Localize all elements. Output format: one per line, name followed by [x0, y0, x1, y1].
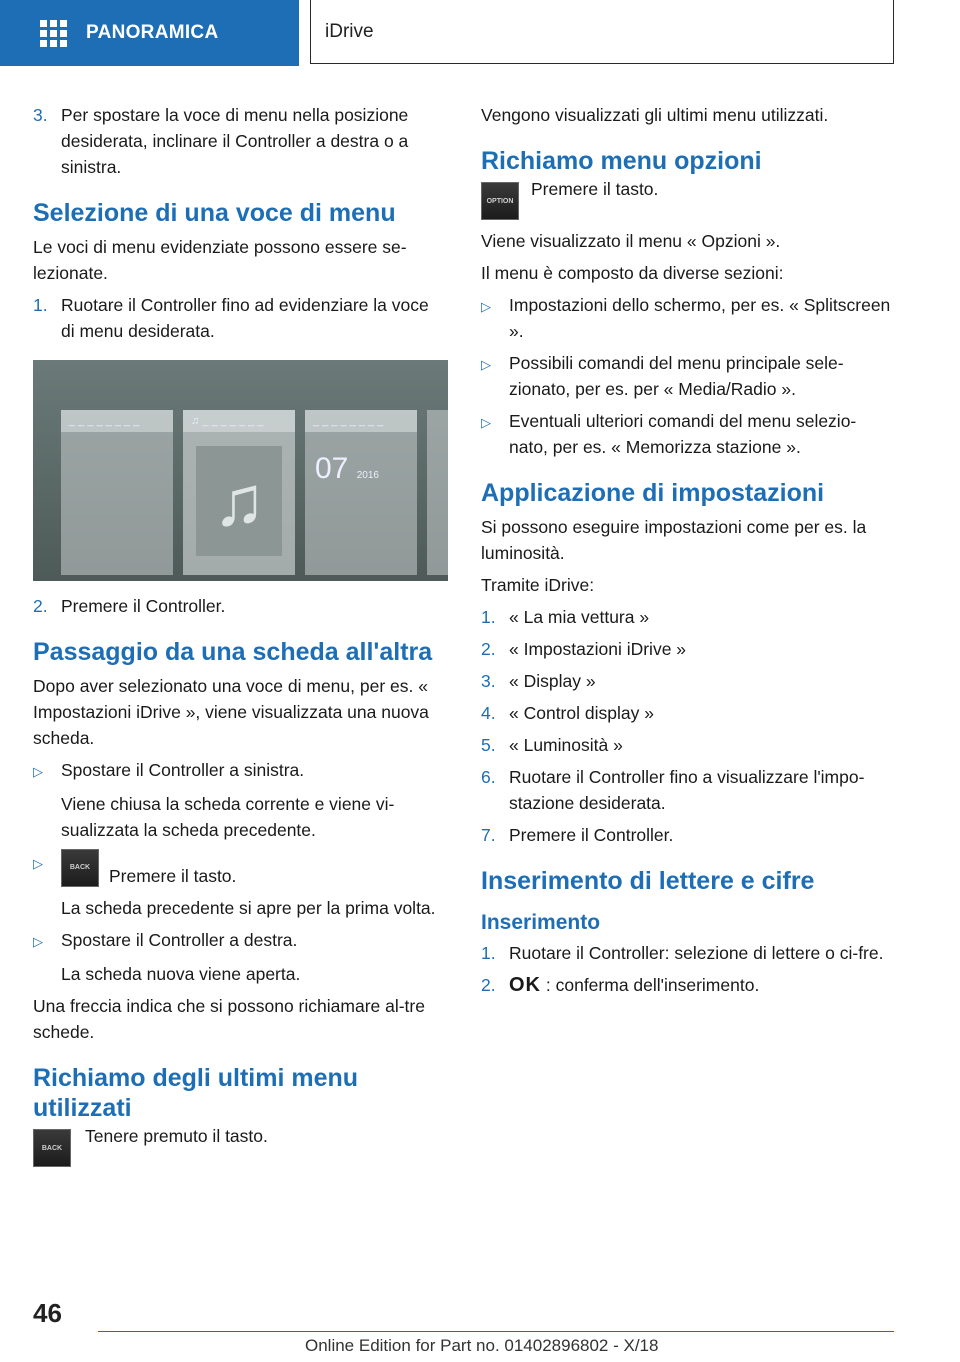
bullet-item	[33, 927, 445, 955]
step-text: « Luminosità »	[509, 735, 623, 755]
triangle-bullet-icon: ▷	[33, 764, 43, 779]
bullet-item	[33, 849, 445, 889]
calendar-date: 07 2016	[315, 452, 379, 485]
list-item	[33, 593, 445, 619]
paragraph: Si possono eseguire impostazioni come per es. la luminosità.	[481, 517, 867, 563]
step-text: : conferma dell'inserimento.	[545, 975, 760, 995]
step-number: 3.	[33, 105, 48, 125]
heading-tab-switch: Passaggio da una scheda all'altra	[33, 638, 433, 666]
bullet-text: Possibili comandi del menu principale sele-zionato, per es. per « Media/Radio ».	[509, 353, 844, 399]
step-number: 4.	[481, 703, 496, 723]
list-item	[481, 822, 893, 848]
step-text: « Display »	[509, 671, 596, 691]
right-column	[481, 102, 893, 1004]
step-text: Premere il Controller.	[509, 825, 674, 845]
bullet-text: Premere il tasto.	[109, 866, 237, 886]
step-number: 6.	[481, 767, 496, 787]
triangle-bullet-icon: ▷	[33, 934, 43, 949]
paragraph: Dopo aver selezionato una voce di menu, per es. « Impostazioni iDrive », viene visualizzata una nuova scheda.	[33, 676, 429, 748]
idrive-screenshot	[33, 360, 448, 581]
chapter-header	[310, 0, 894, 64]
step-number: 1.	[481, 607, 496, 627]
heading-recent-menus: Richiamo degli ultimi menu utilizzati	[33, 1064, 359, 1122]
step-text: « Impostazioni iDrive »	[509, 639, 687, 659]
key-instruction	[33, 1126, 445, 1167]
section-label: PANORAMICA	[86, 22, 219, 43]
step-text: Ruotare il Controller fino a visualizzare l'impo-stazione desiderata.	[509, 767, 865, 813]
list-item	[481, 604, 893, 630]
list-item	[481, 972, 893, 998]
ok-icon: OK	[509, 974, 541, 996]
bullet-item	[481, 408, 893, 460]
step-text: Premere il Controller.	[61, 596, 226, 616]
step-number: 5.	[481, 735, 496, 755]
bullet-text: Impostazioni dello schermo, per es. « Splitscreen ».	[509, 295, 891, 341]
step-text: « La mia vettura »	[509, 607, 650, 627]
step-number: 3.	[481, 671, 496, 691]
step-number: 1.	[33, 295, 48, 315]
menu-card-partial	[427, 410, 448, 575]
chapter-label: iDrive	[325, 20, 374, 42]
left-column	[33, 102, 445, 1175]
option-key-icon: OPTION	[481, 182, 519, 220]
step-text: « Control display »	[509, 703, 654, 723]
key-instruction	[481, 179, 893, 220]
paragraph: Le voci di menu evidenziate possono essere se-lezionate.	[33, 237, 407, 283]
list-item	[33, 292, 445, 344]
bullet-text: Spostare il Controller a destra.	[61, 930, 298, 950]
step-text: Ruotare il Controller: selezione di lettere o ci-fre.	[509, 943, 884, 963]
triangle-bullet-icon: ▷	[481, 415, 491, 430]
bullet-subtext: Viene chiusa la scheda corrente e viene vi-sualizzata la scheda precedente.	[61, 794, 395, 840]
footer-edition: Online Edition for Part no. 01402896802 - X/18	[305, 1336, 659, 1355]
triangle-bullet-icon: ▷	[481, 357, 491, 372]
triangle-bullet-icon: ▷	[33, 856, 43, 871]
list-item	[481, 700, 893, 726]
step-number: 2.	[481, 639, 496, 659]
back-key-icon: BACK	[61, 849, 99, 887]
list-item	[481, 668, 893, 694]
footer-divider	[98, 1331, 894, 1332]
bullet-subtext: La scheda precedente si apre per la prima volta.	[61, 898, 436, 918]
step-text: Ruotare il Controller fino ad evidenziare la voce di menu desiderata.	[61, 295, 429, 341]
list-item	[481, 940, 893, 966]
heading-letters-digits: Inserimento di lettere e cifre	[481, 867, 815, 895]
page-number: 46	[33, 1298, 62, 1328]
paragraph: Vengono visualizzati gli ultimi menu utilizzati.	[481, 105, 829, 125]
music-note-icon: ♫	[196, 446, 282, 556]
heading-options-menu: Richiamo menu opzioni	[481, 147, 762, 175]
menu-card: _ _ _ _ _ _ _ _	[61, 410, 173, 575]
section-tab[interactable]	[0, 0, 299, 66]
subheading-input: Inserimento	[481, 911, 601, 934]
paragraph: Tramite iDrive:	[481, 575, 595, 595]
step-number: 2.	[33, 596, 48, 616]
bullet-content	[61, 849, 445, 889]
heading-select-menu: Selezione di una voce di menu	[33, 199, 396, 227]
bullet-text: Spostare il Controller a sinistra.	[61, 760, 305, 780]
paragraph: Viene visualizzato il menu « Opzioni ».	[481, 231, 781, 251]
paragraph: Una freccia indica che si possono richiamare al-tre schede.	[33, 996, 425, 1042]
instruction-text: Tenere premuto il tasto.	[85, 1126, 268, 1146]
bullet-subtext: La scheda nuova viene aperta.	[61, 964, 301, 984]
heading-apply-settings: Applicazione di impostazioni	[481, 479, 825, 507]
menu-card: _ _ _ _ _ _ _ _ 07 2016	[305, 410, 417, 575]
instruction-text: Premere il tasto.	[531, 179, 659, 199]
grid-icon	[40, 20, 66, 46]
list-item	[33, 102, 445, 180]
bullet-item	[33, 757, 445, 785]
step-number: 7.	[481, 825, 496, 845]
bullet-item	[481, 292, 893, 344]
paragraph: Il menu è composto da diverse sezioni:	[481, 263, 784, 283]
back-key-icon: BACK	[33, 1129, 71, 1167]
list-item	[481, 764, 893, 816]
step-text: Per spostare la voce di menu nella posizione desiderata, inclinare il Controller a destra o a sinistra.	[61, 105, 409, 177]
menu-card-selected: ♫ _ _ _ _ _ _ _ ♫	[183, 410, 295, 575]
triangle-bullet-icon: ▷	[481, 299, 491, 314]
bullet-item	[481, 350, 893, 402]
step-number: 1.	[481, 943, 496, 963]
bullet-text: Eventuali ulteriori comandi del menu selezio-nato, per es. « Memorizza stazione ».	[509, 411, 857, 457]
step-content	[509, 972, 893, 998]
list-item	[481, 636, 893, 662]
step-number: 2.	[481, 975, 496, 995]
list-item	[481, 732, 893, 758]
